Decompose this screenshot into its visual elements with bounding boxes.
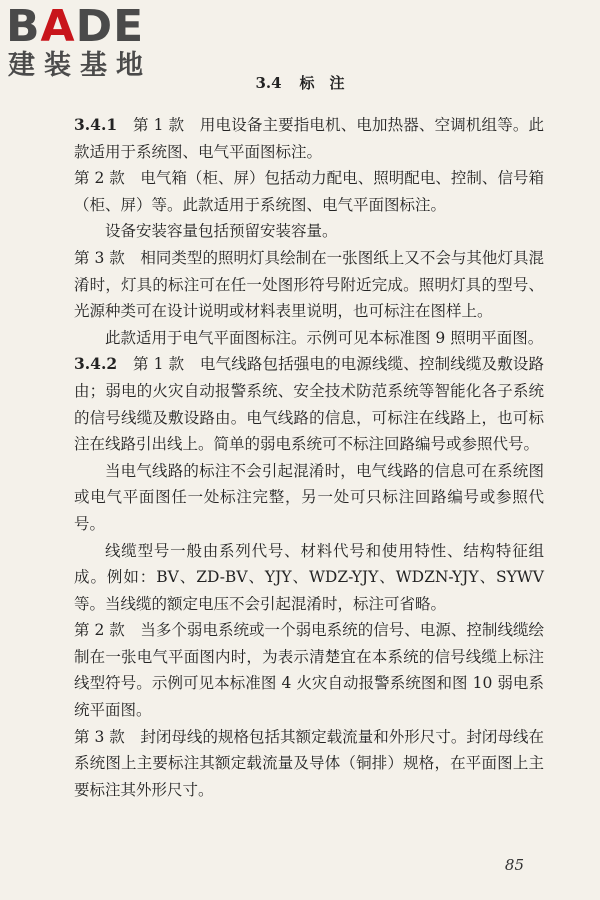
paragraph xyxy=(74,165,544,218)
page-number: 85 xyxy=(504,856,524,874)
paragraph-text: 此款适用于电气平面图标注。示例可见本标准图 9 照明平面图。 xyxy=(105,328,544,347)
paragraph xyxy=(74,458,544,538)
paragraph-text: 第 1 款 用电设备主要指电机、电加热器、空调机组等。此款适用于系统图、电气平面图标注。 xyxy=(74,116,544,161)
paragraph-text: 当电气线路的标注不会引起混淆时，电气线路的信息可在系统图或电气平面图任一处标注完整，另一处可只标注回路编号或参照代号。 xyxy=(74,461,544,533)
paragraph xyxy=(74,325,544,352)
paragraph-text: 第 1 款 电气线路包括强电的电源线缆、控制线缆及敷设路由；弱电的火灾自动报警系统、安全技术防范系统等智能化各子系统的信号线缆及敷设路由。电气线路的信息，可标注在线路上，也可标注在线路引出线上。简单的弱电系统可不标注回路编号或参照代号。 xyxy=(74,355,544,454)
paragraph xyxy=(74,538,544,618)
paragraph xyxy=(74,351,544,457)
logo-letters-suffix: DE xyxy=(75,1,145,52)
brand-logo xyxy=(6,1,176,82)
paragraph xyxy=(74,245,544,325)
paragraph-text: 第 3 款 封闭母线的规格包括其额定载流量和外形尺寸。封闭母线在系统图上主要标注其额定载流量及导体（铜排）规格，在平面图上主要标注其外形尺寸。 xyxy=(74,727,544,799)
section-heading xyxy=(0,72,600,93)
paragraph xyxy=(74,112,544,165)
section-title: 标 注 xyxy=(299,74,345,92)
section-number: 3.4 xyxy=(255,74,282,92)
paragraph xyxy=(74,617,544,723)
logo-letters-prefix: B xyxy=(6,1,41,52)
paragraph-text: 第 2 款 当多个弱电系统或一个弱电系统的信号、电源、控制线缆绘制在一张电气平面图内时，为表示清楚宜在本系统的信号线缆上标注线型符号。示例可见本标准图 4 火灾自动报警系统图和图 10 弱电系统平面图。 xyxy=(74,621,544,720)
paragraph xyxy=(74,724,544,804)
paragraph-text: 设备安装容量包括预留安装容量。 xyxy=(105,222,338,241)
logo-letter-accent: A xyxy=(40,1,76,52)
paragraph-text: 第 2 款 电气箱（柜、屏）包括动力配电、照明配电、控制、信号箱（柜、屏）等。此款适用于系统图、电气平面图标注。 xyxy=(74,169,544,214)
clause-number: 3.4.2 xyxy=(74,354,118,374)
logo-chinese-name: 建装基地 xyxy=(8,50,152,81)
paragraph xyxy=(74,218,544,245)
logo-wordmark xyxy=(6,1,176,52)
clause-number: 3.4.1 xyxy=(74,115,118,134)
paragraph-text: 线缆型号一般由系列代号、材料代号和使用特性、结构特征组成。例如：BV、ZD-BV、YJY、WDZ-YJY、WDZN-YJY、SYWV 等。当线缆的额定电压不会引起混淆时，标注可省略。 xyxy=(74,541,544,613)
paragraph-text: 第 3 款 相同类型的照明灯具绘制在一张图纸上又不会与其他灯具混淆时，灯具的标注可在任一处图形符号附近完成。照明灯具的型号、光源种类可在设计说明或材料表里说明，也可标注在图样上。 xyxy=(74,248,544,321)
body-text xyxy=(74,112,544,803)
